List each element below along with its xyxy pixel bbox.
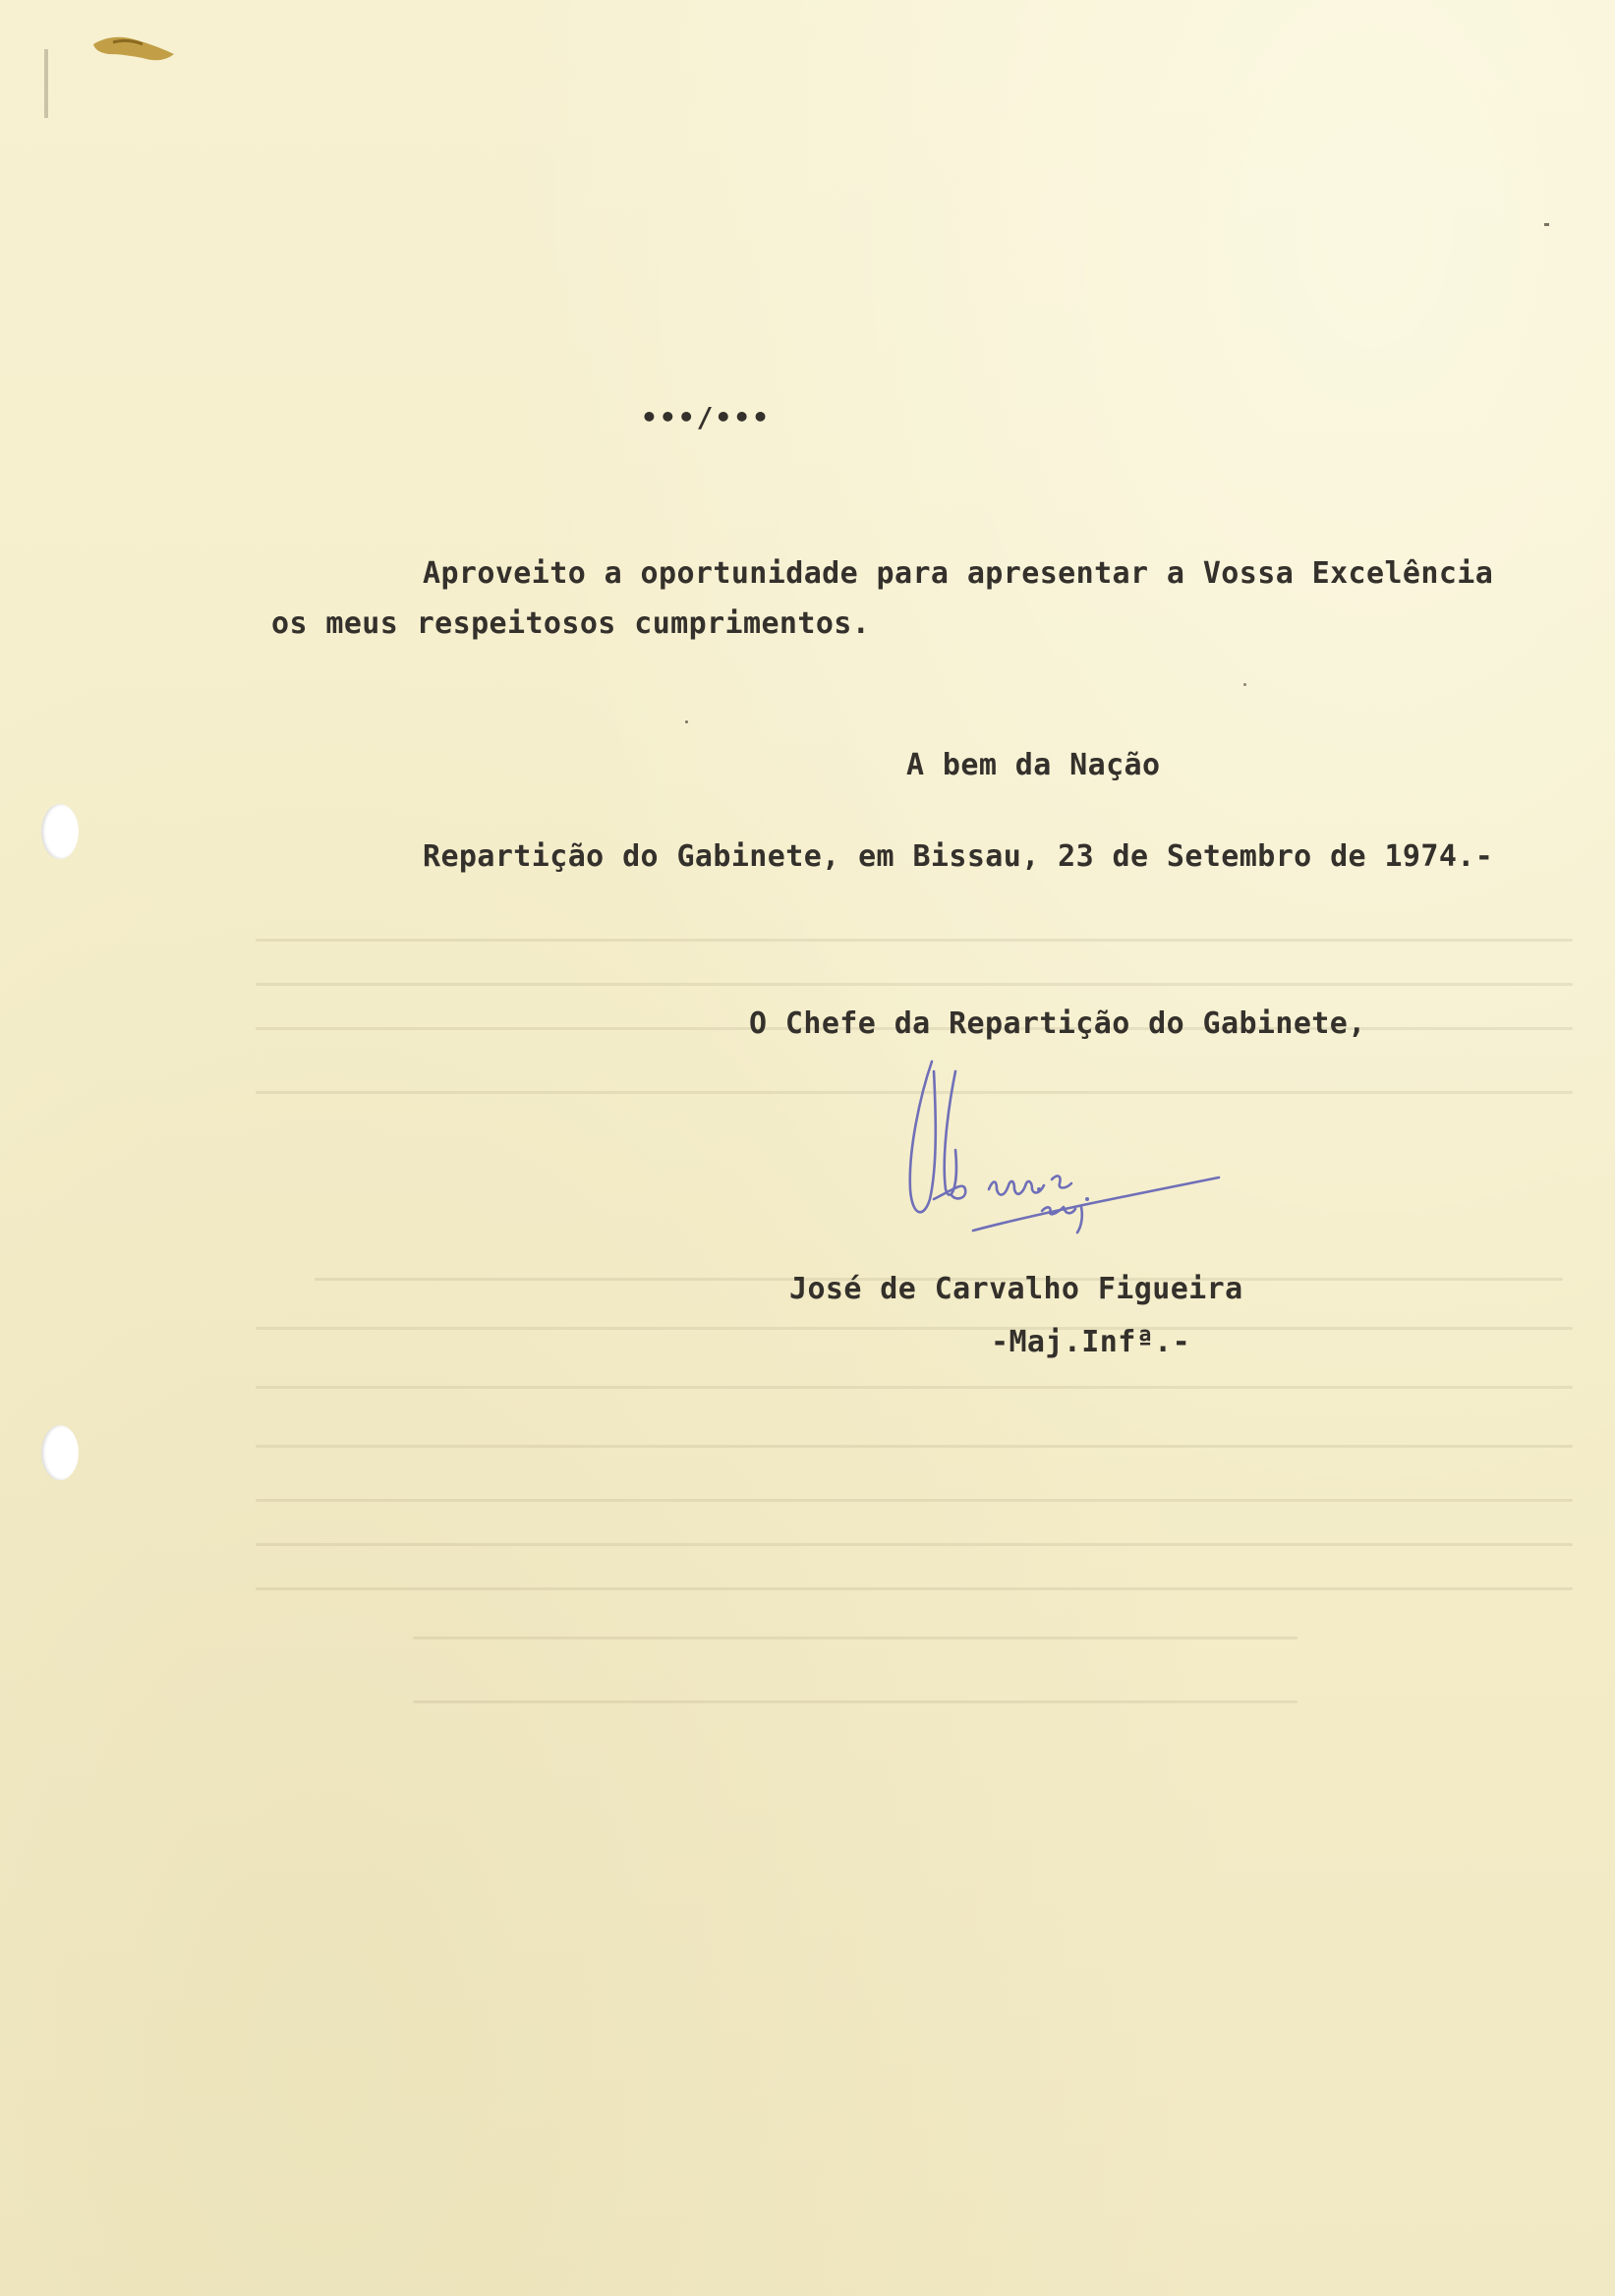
handwritten-signature-icon [894, 1042, 1229, 1268]
paper-speck [1243, 683, 1246, 686]
edge-mark [44, 49, 48, 118]
paper-speck [685, 720, 688, 723]
closing-paragraph-line-2: os meus respeitosos cumprimentos. [271, 606, 871, 641]
place-and-date: Repartição do Gabinete, em Bissau, 23 de Setembro de 1974.- [423, 839, 1494, 874]
salutation: A bem da Nação [906, 748, 1161, 782]
bleed-through-line [256, 1587, 1573, 1590]
signatory-name: José de Carvalho Figueira [789, 1272, 1243, 1306]
bleed-through-line [256, 1543, 1573, 1546]
bleed-through-line [256, 1445, 1573, 1448]
punch-hole-icon [41, 1425, 79, 1480]
bleed-through-line [413, 1636, 1298, 1639]
bleed-through-line [413, 1700, 1298, 1703]
punch-hole-icon [41, 804, 79, 859]
signatory-title: O Chefe da Repartição do Gabinete, [749, 1006, 1366, 1041]
bleed-through-line [256, 1327, 1573, 1330]
paper-speck [1544, 223, 1549, 226]
staple-rust-icon [84, 25, 182, 69]
bleed-through-line [256, 939, 1573, 942]
signatory-rank: -Maj.Infª.- [991, 1325, 1191, 1359]
bleed-through-line [256, 1386, 1573, 1389]
continuation-mark: •••/••• [641, 401, 772, 433]
closing-paragraph-line-1: Aproveito a oportunidade para apresentar a Vossa Excelência [423, 556, 1494, 591]
bleed-through-line [256, 1499, 1573, 1502]
bleed-through-line [256, 983, 1573, 986]
